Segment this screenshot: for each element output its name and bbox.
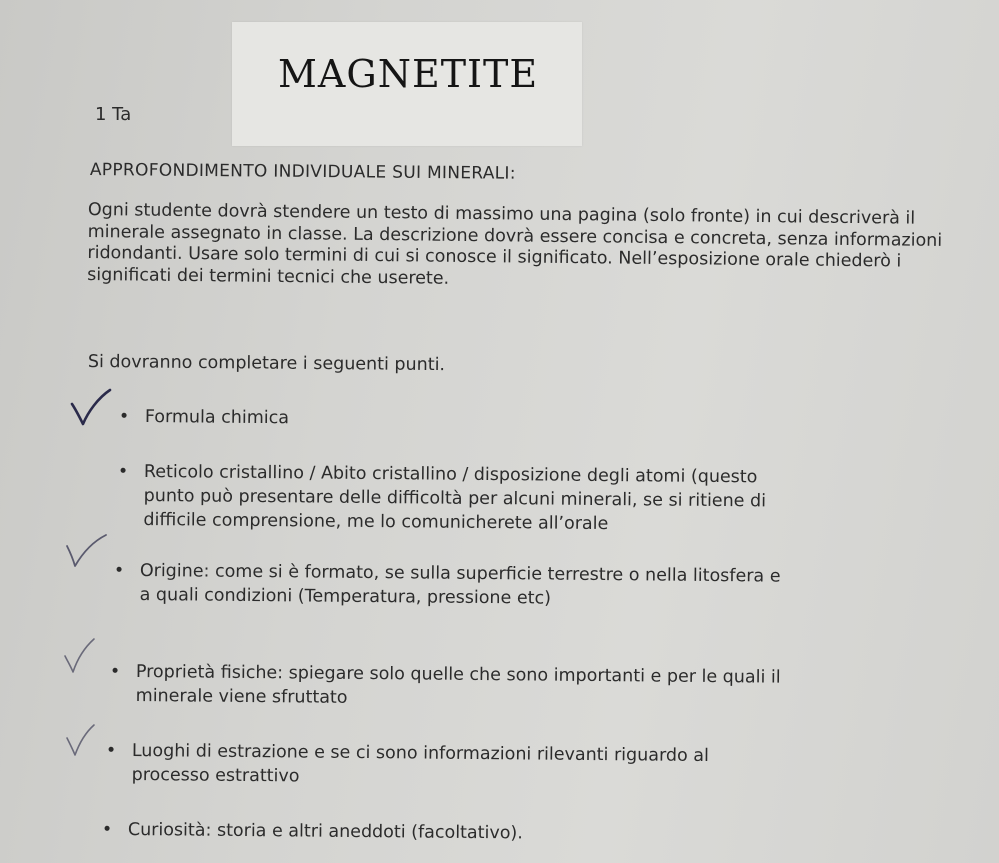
list-item [118, 405, 290, 430]
bullet-dot: • [118, 406, 130, 427]
list-item [101, 818, 523, 845]
bullet-dot: • [109, 661, 121, 682]
bullet-dot: • [117, 461, 129, 482]
class-label: 1 Ta [95, 104, 132, 125]
section-title: APPROFONDIMENTO INDIVIDUALE SUI MINERALI: [89, 160, 516, 184]
list-item [117, 460, 767, 537]
bullet-dot: • [105, 740, 117, 761]
bullet-dot: • [101, 819, 113, 840]
checkmark-icon [62, 532, 108, 570]
list-item-text: Luoghi di estrazione e se ci sono informazioni rilevanti riguardo al processo estrattivo [131, 740, 709, 787]
bullet-dot: • [113, 560, 125, 581]
instructions-paragraph: Ogni studente dovrà stendere un testo di massimo una pagina (solo fronte) in cui descriverà il minerale assegnato in classe. La descrizione dovrà essere concisa e concreta, senza informazioni ridondanti. Usare solo termini di cui si conosce il significato. Nell’esposizione orale chiederò i significati dei termini tecnici che userete. [87, 200, 943, 289]
list-item [113, 559, 781, 613]
checkmark-icon [64, 722, 98, 760]
intro-text: Si dovranno completare i seguenti punti. [87, 352, 446, 376]
list-item [109, 660, 781, 714]
page-title: MAGNETITE [278, 52, 539, 96]
list-item-text: Reticolo cristallino / Abito cristallino / disposizione degli atomi (questo punto può presentare delle difficoltà per alcuni minerali, se si ritiene di difficile comprensione, me lo comunicherete all’orale [143, 461, 767, 535]
list-item-text: Curiosità: storia e altri aneddoti (facoltativo). [127, 819, 523, 844]
checkmark-icon [62, 636, 98, 676]
list-item-text: Origine: come si è formato, se sulla superficie terrestre o nella litosfera e a quali condizioni (Temperatura, pressione etc) [139, 560, 781, 609]
list-item-text: Proprietà fisiche: spiegare solo quelle che sono importanti e per le quali il minerale viene sfruttato [135, 661, 781, 708]
list-item [105, 739, 709, 792]
checkmark-icon [68, 388, 112, 428]
list-item-text: Formula chimica [144, 406, 290, 429]
